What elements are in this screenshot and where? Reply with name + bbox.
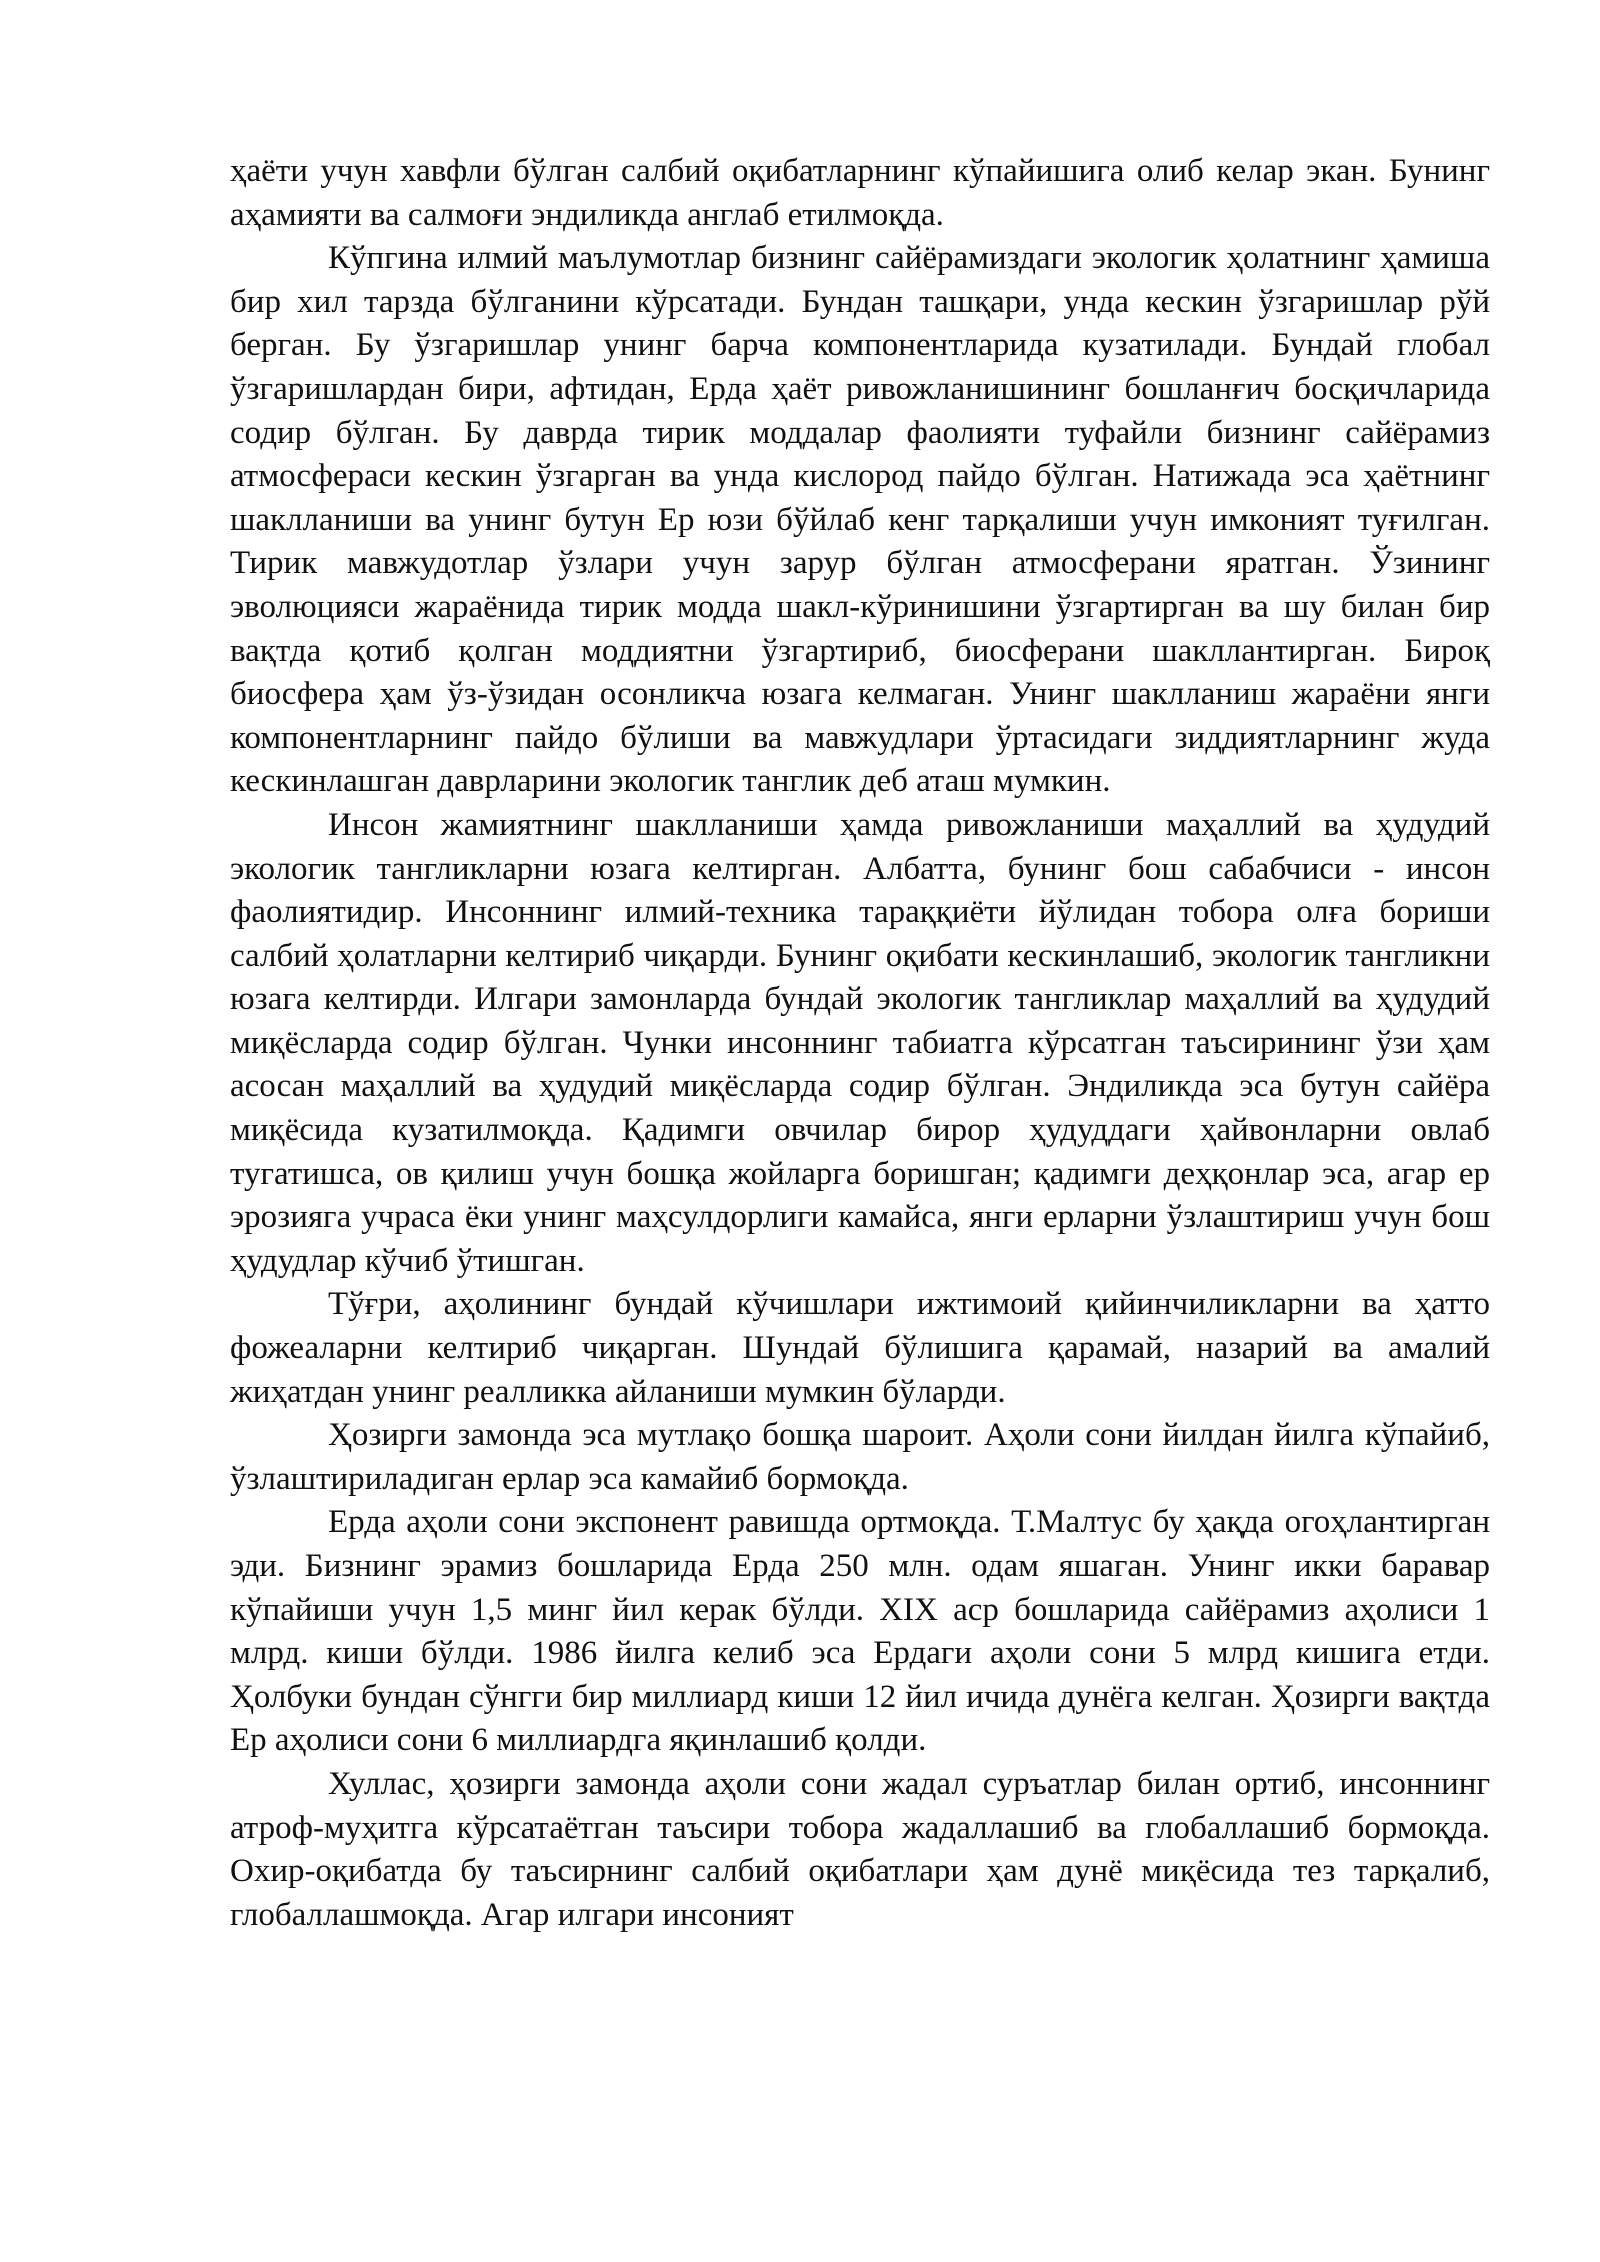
paragraph-human-society: Инсон жамиятнинг шаклланиши ҳамда ривожланиши маҳаллий ва ҳудудий экологик тангликларни юзага келтирган. Албатта, бунинг бош сабабчиси - инсон фаолиятидир. Инсоннинг илмий-техника тараққиёти йўлидан тобора олға бориши салбий ҳолатларни келтириб чиқарди. Бунинг оқибати кескинлашиб, экологик тангликни юзага келтирди. Илгари замонларда бундай экологик тангликлар маҳаллий ва ҳудудий миқёсларда содир бўлган. Чунки инсоннинг табиатга кўрсатган таъсирининг ўзи ҳам асосан маҳаллий ва ҳудудий миқёсларда содир бўлган. Эндиликда эса бутун сайёра миқёсида кузатилмоқда. Қадимги овчилар бирор ҳудуддаги ҳайвонларни овлаб тугатишса, ов қилиш учун бошқа жойларга боришган; қадимги деҳқонлар эса, агар ер эрозияга учраса ёки унинг маҳсулдорлиги камайса, янги ерларни ўзлаштириш учун бош ҳудудлар кўчиб ўтишган. (230, 806, 1490, 1279)
paragraph-ecological-history: Кўпгина илмий маълумотлар бизнинг сайёрамиздаги экологик ҳолатнинг ҳамиша бир хил тарзда бўлганини кўрсатади. Бундан ташқари, унда кескин ўзгаришлар рўй берган. Бу ўзгаришлар унинг барча компонентларида кузатилади. Бундай глобал ўзгаришлардан бири, афтидан, Ерда ҳаёт ривожланишининг бошланғич босқичларида содир бўлган. Бу даврда тирик моддалар фаолияти туфайли бизнинг сайёрамиз атмосфераси кескин ўзгарган ва унда кислород пайдо бўлган. Натижада эса ҳаётнинг шаклланиши ва унинг бутун Ер юзи бўйлаб кенг тарқалиши учун имконият туғилган. Тирик мавжудотлар ўзлари учун зарур бўлган атмосферани яратган. Ўзининг эволюцияси жараёнида тирик модда шакл-кўринишини ўзгартирган ва шу билан бир вақтда қотиб қолган моддиятни ўзгартириб, биосферани шакллантирган. Бироқ биосфера ҳам ўз-ўзидан осонликча юзага келмаган. Унинг шаклланиш жараёни янги компонентларнинг пайдо бўлиши ва мавжудлари ўртасидаги зиддиятларнинг жуда кескинлашган даврларини экологик танглик деб аташ мумкин. (230, 240, 1490, 800)
paragraph-population-growth: Ерда аҳоли сони экспонент равишда ортмоқда. Т.Малтус бу ҳақда огоҳлантирган эди. Бизнинг эрамиз бошларида Ерда 250 млн. одам яшаган. Унинг икки баравар кўпайиши учун 1,5 минг йил керак бўлди. XIX аср бошларида сайёрамиз аҳолиси 1 млрд. киши бўлди. 1986 йилга келиб эса Ердаги аҳоли сони 5 млрд кишига етди. Ҳолбуки бундан сўнгги бир миллиард киши 12 йил ичида дунёга келган. Ҳозирги вақтда Ер аҳолиси сони 6 миллиардга яқинлашиб қолди. (230, 1504, 1490, 1759)
paragraph-migration: Тўғри, аҳолининг бундай кўчишлари ижтимоий қийинчиликларни ва ҳатто фожеаларни келтириб чиқарган. Шундай бўлишига қарамай, назарий ва амалий жиҳатдан унинг реалликка айланиши мумкин бўларди. (230, 1286, 1490, 1410)
document-page (230, 150, 1490, 1937)
paragraph-modern-conditions: Ҳозирги замонда эса мутлақо бошқа шароит. Аҳоли сони йилдан йилга кўпайиб, ўзлаштириладиган ерлар эса камайиб бормоқда. (230, 1417, 1490, 1497)
paragraph-continuation: ҳаёти учун хавфли бўлган салбий оқибатларнинг кўпайишига олиб келар экан. Бунинг аҳамияти ва салмоғи эндиликда англаб етилмоқда. (230, 153, 1490, 233)
paragraph-conclusion: Хуллас, ҳозирги замонда аҳоли сони жадал суръатлар билан ортиб, инсоннинг атроф-муҳитга кўрсатаётган таъсири тобора жадаллашиб ва глобаллашиб бормоқда. Охир-оқибатда бу таъсирнинг салбий оқибатлари ҳам дунё миқёсида тез тарқалиб, глобаллашмоқда. Агар илгари инсоният (230, 1765, 1490, 1933)
